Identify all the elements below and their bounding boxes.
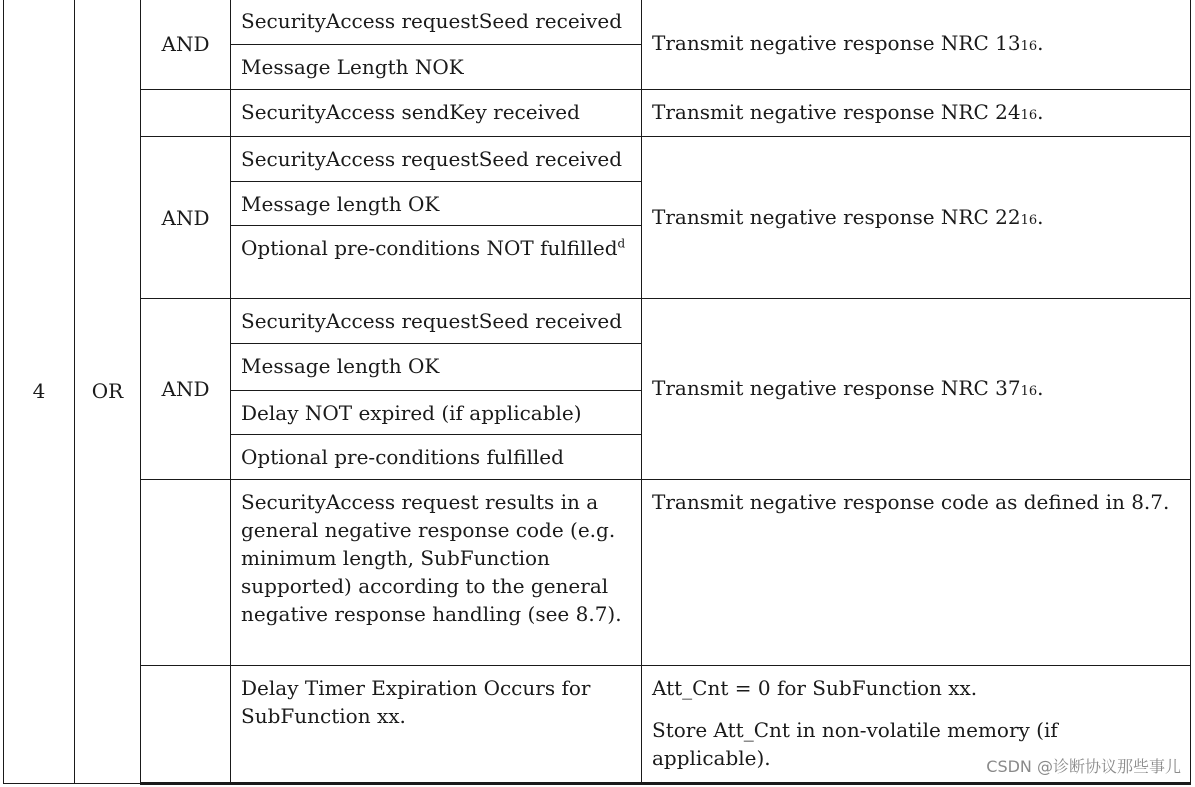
action-tail: . <box>1037 31 1044 55</box>
subscript: 16 <box>1020 108 1038 123</box>
condition-cell: SecurityAccess requestSeed received <box>231 299 642 344</box>
condition-cell: SecurityAccess requestSeed received <box>231 137 642 182</box>
condition-cell: Delay NOT expired (if applicable) <box>231 391 642 435</box>
logic-cell: AND <box>141 0 231 90</box>
action-cell <box>642 299 1191 480</box>
action-tail: . <box>1037 376 1044 400</box>
condition-cell: Delay Timer Expiration Occurs for SubFunction xx. <box>231 666 642 784</box>
condition-cell: SecurityAccess sendKey received <box>231 90 642 137</box>
logic-cell: AND <box>141 299 231 480</box>
condition-cell: Message length OK <box>231 182 642 226</box>
action-cell <box>642 90 1191 137</box>
action-text: Transmit negative response NRC 24 <box>652 100 1021 124</box>
condition-text: Optional pre-conditions NOT fulfilled <box>241 236 618 260</box>
action-tail: . <box>1037 100 1044 124</box>
subscript: 16 <box>1020 212 1038 228</box>
condition-cell: Message length OK <box>231 344 642 391</box>
footnote-marker: d <box>617 236 626 251</box>
action-text: Transmit negative response NRC 13 <box>652 31 1021 55</box>
condition-cell: SecurityAccess request results in a general negative response code (e.g. minimum length, SubFunction supported) according to the general negative response handling (see 8.7). <box>231 480 642 666</box>
row-number-cell: 4 <box>4 0 75 784</box>
subscript: 16 <box>1020 39 1038 54</box>
action-cell <box>642 0 1191 90</box>
table-row <box>4 480 1191 666</box>
condition-cell: Optional pre-conditions fulfilled <box>231 435 642 480</box>
operator-cell: OR <box>75 0 141 784</box>
action-cell: Transmit negative response code as defined in 8.7. <box>642 480 1191 666</box>
action-line: Att_Cnt = 0 for SubFunction xx. <box>652 676 978 700</box>
logic-cell <box>141 666 231 784</box>
action-line: Store Att_Cnt in non-volatile memory (if applicable). <box>652 718 1058 770</box>
logic-cell: AND <box>141 137 231 299</box>
condition-table <box>3 0 1191 785</box>
action-text: Transmit negative response NRC 22 <box>652 204 1021 229</box>
logic-cell <box>141 90 231 137</box>
watermark: CSDN @诊断协议那些事儿 <box>986 757 1181 776</box>
table-row <box>4 299 1191 344</box>
table-row <box>4 90 1191 137</box>
table-row <box>4 137 1191 182</box>
subscript: 16 <box>1020 384 1038 399</box>
action-tail: . <box>1037 204 1044 229</box>
table-row <box>4 0 1191 45</box>
action-text: Transmit negative response NRC 37 <box>652 376 1021 400</box>
condition-cell: Message Length NOK <box>231 45 642 90</box>
action-cell <box>642 137 1191 299</box>
logic-cell <box>141 480 231 666</box>
condition-cell <box>231 226 642 299</box>
condition-cell: SecurityAccess requestSeed received <box>231 0 642 45</box>
